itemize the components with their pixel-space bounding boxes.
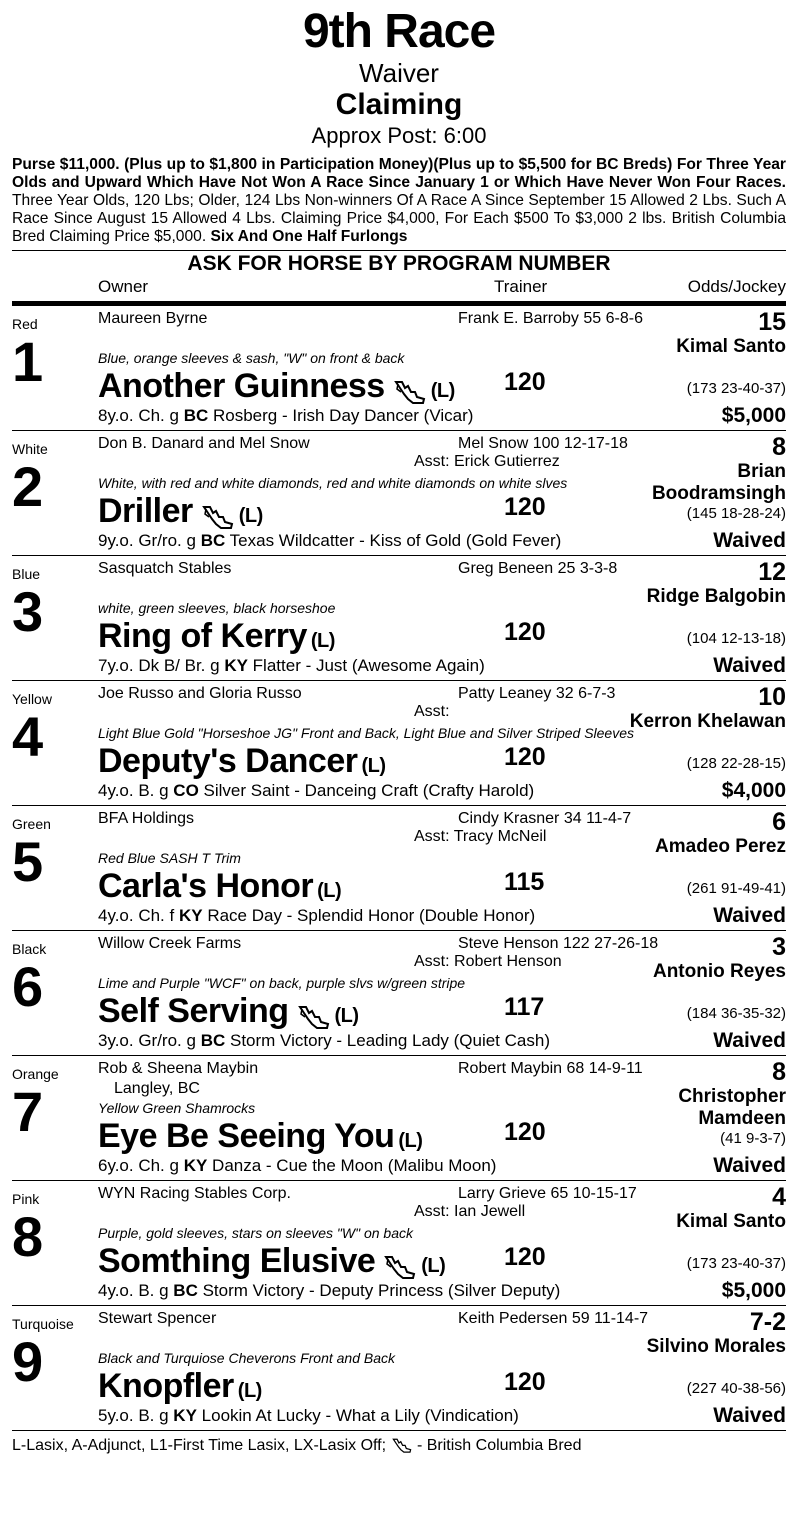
silks-description: Light Blue Gold "Horseshoe JG" Front and Back, Light Blue and Silver Striped Sleeves bbox=[98, 725, 635, 741]
jockey-stats: (173 23-40-37) bbox=[686, 380, 786, 397]
morning-line-odds: 4 bbox=[772, 1183, 786, 1211]
entry-row bbox=[12, 556, 786, 681]
claiming-price: Waived bbox=[713, 654, 786, 677]
medication: (L) bbox=[237, 1380, 262, 1402]
entry-row bbox=[12, 1306, 786, 1431]
jockey-name-text: Silvino Morales bbox=[646, 1336, 786, 1357]
weight: 120 bbox=[504, 1243, 546, 1271]
morning-line-odds: 3 bbox=[772, 933, 786, 961]
bc-bred-icon bbox=[383, 1250, 417, 1276]
silks-description: white, green sleeves, black horseshoe bbox=[98, 600, 336, 616]
morning-line-odds: 10 bbox=[758, 683, 786, 711]
age-sex: 4y.o. B. g bbox=[98, 781, 169, 800]
race-type: Waiver bbox=[359, 58, 439, 88]
morning-line-odds: 8 bbox=[772, 433, 786, 461]
jockey-name-text: Brian Boodramsingh bbox=[651, 461, 786, 504]
age-sex: 3y.o. Gr/ro. g bbox=[98, 1031, 196, 1050]
entry-row bbox=[12, 806, 786, 931]
entry-row bbox=[12, 1056, 786, 1181]
medication: (L) bbox=[317, 880, 342, 902]
owner-name: Sasquatch Stables bbox=[98, 560, 232, 577]
horse-name: Carla's Honor bbox=[98, 867, 314, 905]
owner-name: Joe Russo and Gloria Russo bbox=[98, 685, 302, 702]
jockey-name bbox=[626, 336, 786, 358]
horse-name-line bbox=[98, 491, 263, 536]
jockey-name bbox=[626, 461, 786, 505]
age-sex: 6y.o. Ch. g bbox=[98, 1156, 179, 1175]
jockey-name bbox=[626, 1336, 786, 1358]
horse-name-line bbox=[98, 1116, 422, 1161]
horse-name: Another Guinness bbox=[98, 367, 385, 405]
breeding-line bbox=[98, 781, 534, 801]
jockey-name-text: Amadeo Perez bbox=[655, 836, 786, 857]
jockey-name-text: Kerron Khelawan bbox=[629, 711, 786, 732]
conditions-plain: Three Year Olds, 120 Lbs; Older, 124 Lbs Non-winners Of A Race A Since September 15 Allowed 2 Lbs. Such A Race Since August 15 Allowed 4 Lbs. Claiming Price $4,000, For Each $500 To $3,000 2 lbs. British Columbia Bred Claiming Price $5,000. bbox=[12, 192, 786, 245]
jockey-name bbox=[626, 711, 786, 733]
entry-row bbox=[12, 431, 786, 556]
saddlecloth-color: Blue bbox=[12, 566, 41, 582]
breeding-line bbox=[98, 656, 485, 676]
age-sex: 5y.o. B. g bbox=[98, 1406, 169, 1425]
jockey-name-text: Ridge Balgobin bbox=[646, 586, 786, 607]
medication: (L) bbox=[430, 380, 455, 402]
owner-name: WYN Racing Stables Corp. bbox=[98, 1185, 291, 1202]
weight: 115 bbox=[504, 868, 545, 896]
saddlecloth-color: Yellow bbox=[12, 691, 52, 707]
silks-description: Black and Turquiose Cheverons Front and Back bbox=[98, 1350, 396, 1366]
medication: (L) bbox=[398, 1130, 423, 1152]
post-time: Approx Post: 6:00 bbox=[311, 123, 487, 148]
jockey-stats: (41 9-3-7) bbox=[720, 1130, 786, 1147]
claiming-price: Waived bbox=[713, 1154, 786, 1177]
horse-name: Ring of Kerry bbox=[98, 617, 307, 655]
trainer-stats: Robert Maybin 68 14-9-11 bbox=[458, 1060, 643, 1077]
claiming-price: Waived bbox=[713, 529, 786, 552]
foaling-state: BC bbox=[200, 531, 226, 550]
pedigree: Lookin At Lucky - What a Lily (Vindication) bbox=[201, 1406, 519, 1425]
weight: 120 bbox=[504, 743, 546, 771]
race-distance: Six And One Half Furlongs bbox=[210, 228, 408, 245]
entries-list bbox=[0, 306, 798, 1431]
medication: (L) bbox=[421, 1255, 446, 1277]
breeding-line bbox=[98, 1031, 550, 1051]
jockey-name bbox=[626, 836, 786, 858]
jockey-name bbox=[626, 586, 786, 608]
horse-name: Self Serving bbox=[98, 992, 289, 1030]
horse-name: Driller bbox=[98, 492, 193, 530]
owner-name: Stewart Spencer bbox=[98, 1310, 217, 1327]
foaling-state: BC bbox=[200, 1031, 226, 1050]
owner-name: Don B. Danard and Mel Snow bbox=[98, 435, 310, 452]
jockey-name bbox=[626, 961, 786, 983]
owner-name: Willow Creek Farms bbox=[98, 935, 242, 952]
silks-description: White, with red and white diamonds, red and white diamonds on white slves bbox=[98, 475, 568, 491]
weight: 120 bbox=[504, 1118, 546, 1146]
breeding-line bbox=[98, 1156, 496, 1176]
medication: (L) bbox=[310, 630, 335, 652]
medication: (L) bbox=[334, 1005, 359, 1027]
entry-row bbox=[12, 1181, 786, 1306]
horse-name-line bbox=[98, 366, 455, 411]
horse-name-line bbox=[98, 866, 341, 911]
bc-bred-icon bbox=[391, 1438, 413, 1454]
morning-line-odds: 12 bbox=[758, 558, 786, 586]
owner-name: BFA Holdings bbox=[98, 810, 195, 827]
silks-description: Blue, orange sleeves & sash, "W" on front & back bbox=[98, 350, 405, 366]
weight: 117 bbox=[504, 993, 545, 1021]
ask-banner: ASK FOR HORSE BY PROGRAM NUMBER bbox=[12, 250, 786, 277]
morning-line-odds: 15 bbox=[758, 308, 786, 336]
claiming-price: $5,000 bbox=[721, 1279, 786, 1302]
legend-text: L-Lasix, A-Adjunct, L1-First Time Lasix, LX-Lasix Off; bbox=[12, 1437, 387, 1454]
trainer-stats: Frank E. Barroby 55 6-8-6 bbox=[458, 310, 643, 327]
saddlecloth-color: White bbox=[12, 441, 48, 457]
bc-legend-text: - British Columbia Bred bbox=[412, 1437, 582, 1454]
medication: (L) bbox=[361, 755, 386, 777]
bc-bred-icon bbox=[297, 1000, 331, 1026]
jockey-stats: (184 36-35-32) bbox=[686, 1005, 786, 1022]
jockey-stats: (145 18-28-24) bbox=[686, 505, 786, 522]
jockey-stats: (104 12-13-18) bbox=[686, 630, 786, 647]
morning-line-odds: 8 bbox=[772, 1058, 786, 1086]
weight: 120 bbox=[504, 493, 546, 521]
entry-row bbox=[12, 306, 786, 431]
bc-bred-icon bbox=[393, 375, 427, 401]
program-number: 1 bbox=[12, 330, 44, 393]
owner-name: Maureen Byrne bbox=[98, 310, 208, 327]
pedigree: Rosberg - Irish Day Dancer (Vicar) bbox=[212, 406, 474, 425]
horse-name-line bbox=[98, 741, 386, 786]
assistant-trainer: Asst: Erick Gutierrez bbox=[414, 453, 560, 470]
horse-name-line bbox=[98, 1241, 445, 1286]
foaling-state: KY bbox=[173, 1406, 197, 1425]
saddlecloth-color: Green bbox=[12, 816, 51, 832]
weight: 120 bbox=[504, 1368, 546, 1396]
pedigree: Silver Saint - Danceing Craft (Crafty Harold) bbox=[203, 781, 535, 800]
jockey-name-text: Kimal Santo bbox=[676, 336, 786, 357]
breeding-line bbox=[98, 1281, 560, 1301]
conditions-bold: Purse $11,000. (Plus up to $1,800 in Participation Money)(Plus up to $5,500 for BC Breds) For Three Year Olds and Upward Which Have Not Won A Race Since January 1 or Which Have Never Won Four Races. bbox=[12, 156, 786, 191]
morning-line-odds: 7-2 bbox=[749, 1308, 786, 1336]
saddlecloth-color: Red bbox=[12, 316, 38, 332]
horse-name: Deputy's Dancer bbox=[98, 742, 358, 780]
foaling-state: KY bbox=[178, 906, 203, 925]
owner-header: Owner bbox=[98, 277, 149, 296]
pedigree: Danza - Cue the Moon (Malibu Moon) bbox=[212, 1156, 497, 1175]
trainer-header: Trainer bbox=[494, 277, 548, 296]
breeding-line bbox=[98, 406, 473, 426]
program-number: 7 bbox=[12, 1080, 44, 1143]
jockey-stats: (128 22-28-15) bbox=[686, 755, 786, 772]
entry-row bbox=[12, 681, 786, 806]
odds-header: Odds/Jockey bbox=[687, 277, 786, 296]
horse-name: Eye Be Seeing You bbox=[98, 1117, 395, 1155]
breeding-line bbox=[98, 1406, 519, 1426]
saddlecloth-color: Pink bbox=[12, 1191, 40, 1207]
owner-location: Langley, BC bbox=[114, 1080, 200, 1097]
jockey-name bbox=[626, 1211, 786, 1233]
program-number: 8 bbox=[12, 1205, 44, 1268]
saddlecloth-color: Turquoise bbox=[12, 1316, 74, 1332]
claiming-price: Waived bbox=[713, 904, 786, 927]
jockey-name-text: Christopher Mamdeen bbox=[678, 1086, 786, 1129]
foaling-state: BC bbox=[173, 1281, 198, 1300]
breeding-line bbox=[98, 531, 561, 551]
age-sex: 4y.o. B. g bbox=[98, 1281, 169, 1300]
program-number: 2 bbox=[12, 455, 44, 518]
pedigree: Race Day - Splendid Honor (Double Honor) bbox=[207, 906, 536, 925]
horse-name-line bbox=[98, 616, 335, 661]
horse-name: Knopfler bbox=[98, 1367, 234, 1405]
bc-bred-icon bbox=[201, 500, 235, 526]
age-sex: 4y.o. Ch. f bbox=[98, 906, 175, 925]
horse-name: Somthing Elusive bbox=[98, 1242, 376, 1280]
horse-name-line bbox=[98, 991, 359, 1036]
assistant-trainer: Asst: Tracy McNeil bbox=[414, 828, 547, 845]
owner-name: Rob & Sheena Maybin bbox=[98, 1060, 259, 1077]
pedigree: Storm Victory - Deputy Princess (Silver Deputy) bbox=[202, 1281, 561, 1300]
weight: 120 bbox=[504, 368, 546, 396]
trainer-stats: Mel Snow 100 12-17-18 bbox=[458, 435, 628, 452]
jockey-name bbox=[626, 1086, 786, 1130]
morning-line-odds: 6 bbox=[772, 808, 786, 836]
foaling-state: KY bbox=[224, 656, 248, 675]
assistant-trainer: Asst: Ian Jewell bbox=[414, 1203, 526, 1220]
silks-description: Lime and Purple "WCF" on back, purple slvs w/green stripe bbox=[98, 975, 466, 991]
foaling-state: CO bbox=[173, 781, 199, 800]
program-number: 5 bbox=[12, 830, 44, 893]
saddlecloth-color: Black bbox=[12, 941, 47, 957]
race-header bbox=[0, 6, 798, 150]
foaling-state: BC bbox=[183, 406, 209, 425]
claiming-price: $4,000 bbox=[721, 779, 786, 802]
pedigree: Storm Victory - Leading Lady (Quiet Cash) bbox=[229, 1031, 550, 1050]
program-number: 9 bbox=[12, 1330, 44, 1393]
silks-description: Red Blue SASH T Trim bbox=[98, 850, 241, 866]
race-class: Claiming bbox=[335, 88, 463, 121]
medication: (L) bbox=[238, 505, 263, 527]
horse-name-line bbox=[98, 1366, 262, 1411]
jockey-name-text: Kimal Santo bbox=[676, 1211, 786, 1232]
claiming-price: Waived bbox=[713, 1404, 786, 1427]
race-title: 9th Race bbox=[302, 5, 496, 58]
saddlecloth-color: Orange bbox=[12, 1066, 59, 1082]
silks-description: Yellow Green Shamrocks bbox=[98, 1100, 256, 1116]
footer-legend bbox=[12, 1437, 786, 1455]
claiming-price: Waived bbox=[713, 1029, 786, 1052]
entry-row bbox=[12, 931, 786, 1056]
race-conditions bbox=[12, 156, 786, 246]
age-sex: 8y.o. Ch. g bbox=[98, 406, 179, 425]
trainer-stats: Cindy Krasner 34 11-4-7 bbox=[458, 810, 632, 827]
trainer-stats: Keith Pedersen 59 11-14-7 bbox=[458, 1310, 649, 1327]
foaling-state: KY bbox=[183, 1156, 208, 1175]
jockey-stats: (227 40-38-56) bbox=[686, 1380, 786, 1397]
column-headers bbox=[12, 277, 786, 306]
pedigree: Flatter - Just (Awesome Again) bbox=[252, 656, 485, 675]
trainer-stats: Steve Henson 122 27-26-18 bbox=[458, 935, 659, 952]
program-number: 3 bbox=[12, 580, 44, 643]
program-number: 6 bbox=[12, 955, 44, 1018]
claiming-price: $5,000 bbox=[721, 404, 786, 427]
jockey-stats: (261 91-49-41) bbox=[686, 880, 786, 897]
program-number: 4 bbox=[12, 705, 44, 768]
age-sex: 7y.o. Dk B/ Br. g bbox=[98, 656, 220, 675]
age-sex: 9y.o. Gr/ro. g bbox=[98, 531, 196, 550]
breeding-line bbox=[98, 906, 535, 926]
jockey-stats: (173 23-40-37) bbox=[686, 1255, 786, 1272]
trainer-stats: Patty Leaney 32 6-7-3 bbox=[458, 685, 616, 702]
silks-description: Purple, gold sleeves, stars on sleeves "W" on back bbox=[98, 1225, 413, 1241]
weight: 120 bbox=[504, 618, 546, 646]
assistant-trainer: Asst: bbox=[414, 703, 450, 720]
jockey-name-text: Antonio Reyes bbox=[652, 961, 786, 982]
assistant-trainer: Asst: Robert Henson bbox=[414, 953, 562, 970]
trainer-stats: Greg Beneen 25 3-3-8 bbox=[458, 560, 618, 577]
trainer-stats: Larry Grieve 65 10-15-17 bbox=[458, 1185, 637, 1202]
pedigree: Texas Wildcatter - Kiss of Gold (Gold Fever) bbox=[229, 531, 562, 550]
